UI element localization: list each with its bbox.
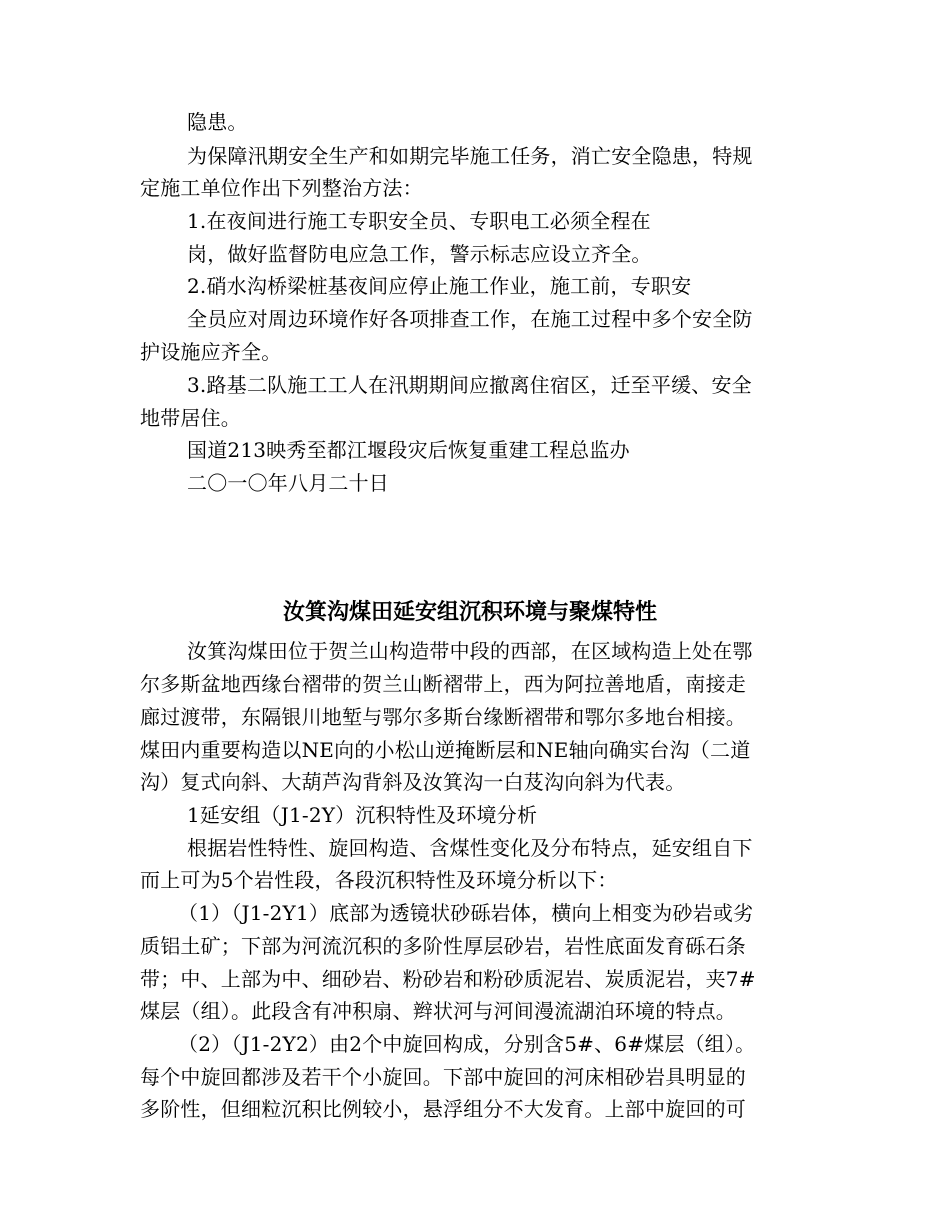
list-item-line: 1.在夜间进行施工专职安全员、专职电工必须全程在 <box>187 209 651 233</box>
list-item-line: 护设施应齐全。 <box>140 340 282 364</box>
list-item-line: 地带居住。 <box>140 406 241 430</box>
paragraph-line: 多阶性，但细粒沉积比例较小，悬浮组分不大发育。上部中旋回的可 <box>140 1097 746 1121</box>
list-item-line: 岗，做好监督防电应急工作，警示标志应设立齐全。 <box>187 242 652 266</box>
paragraph-line: 尔多斯盆地西缘台褶带的贺兰山断褶带上，西为阿拉善地盾，南接走 <box>140 672 746 696</box>
paragraph-line: 而上可为5个岩性段，各段沉积特性及环境分析以下： <box>140 868 618 892</box>
paragraph-line: 定施工单位作出下列整治方法： <box>140 176 423 200</box>
article-title: 汝箕沟煤田延安组沉积环境与聚煤特性 <box>282 599 657 625</box>
paragraph-line: 为保障汛期安全生产和如期完毕施工任务，消亡安全隐患，特规 <box>187 144 753 168</box>
paragraph-line: 沟）复式向斜、大葫芦沟背斜及汝箕沟一白芨沟向斜为代表。 <box>140 770 686 794</box>
paragraph-line: 带；中、上部为中、细砂岩、粉砂岩和粉砂质泥岩、炭质泥岩，夹7# <box>140 967 756 991</box>
paragraph-line: 每个中旋回都涉及若干个小旋回。下部中旋回的河床相砂岩具明显的 <box>140 1065 746 1089</box>
signature-date: 二〇一〇年八月二十日 <box>187 471 389 495</box>
paragraph-line: 质铝土矿；下部为河流沉积的多阶性厚层砂岩，岩性底面发育砾石条 <box>140 934 746 958</box>
paragraph-line: （1）（J1-2Y1）底部为透镜状砂砾岩体，横向上相变为砂岩或劣 <box>178 901 754 925</box>
section-heading: 1延安组（J1-2Y）沉积特性及环境分析 <box>187 803 538 827</box>
signature-organization: 国道213映秀至都江堰段灾后恢复重建工程总监办 <box>187 438 630 462</box>
paragraph-line: 根据岩性特性、旋回构造、含煤性变化及分布特点，延安组自下 <box>187 836 753 860</box>
paragraph-line: 廊过渡带，东隔银川地堑与鄂尔多斯台缘断褶带和鄂尔多地台相接。 <box>140 705 746 729</box>
paragraph-line: （2）（J1-2Y2）由2个中旋回构成，分别含5#、6#煤层（组）。 <box>178 1032 756 1056</box>
paragraph-line: 煤田内重要构造以NE向的小松山逆掩断层和NE轴向确实台沟（二道 <box>140 738 751 762</box>
list-item-line: 3.路基二队施工工人在汛期期间应撤离住宿区，迁至平缓、安全 <box>187 373 752 397</box>
paragraph-line: 煤层（组）。此段含有冲积扇、辫状河与河间漫流湖泊环境的特点。 <box>140 999 736 1023</box>
list-item-line: 2.硝水沟桥梁桩基夜间应停止施工作业，施工前，专职安 <box>187 274 692 298</box>
paragraph-line: 隐患。 <box>187 110 248 134</box>
list-item-line: 全员应对周边环境作好各项排查工作，在施工过程中多个安全防 <box>187 307 753 331</box>
paragraph-line: 汝箕沟煤田位于贺兰山构造带中段的西部，在区域构造上处在鄂 <box>187 639 753 663</box>
